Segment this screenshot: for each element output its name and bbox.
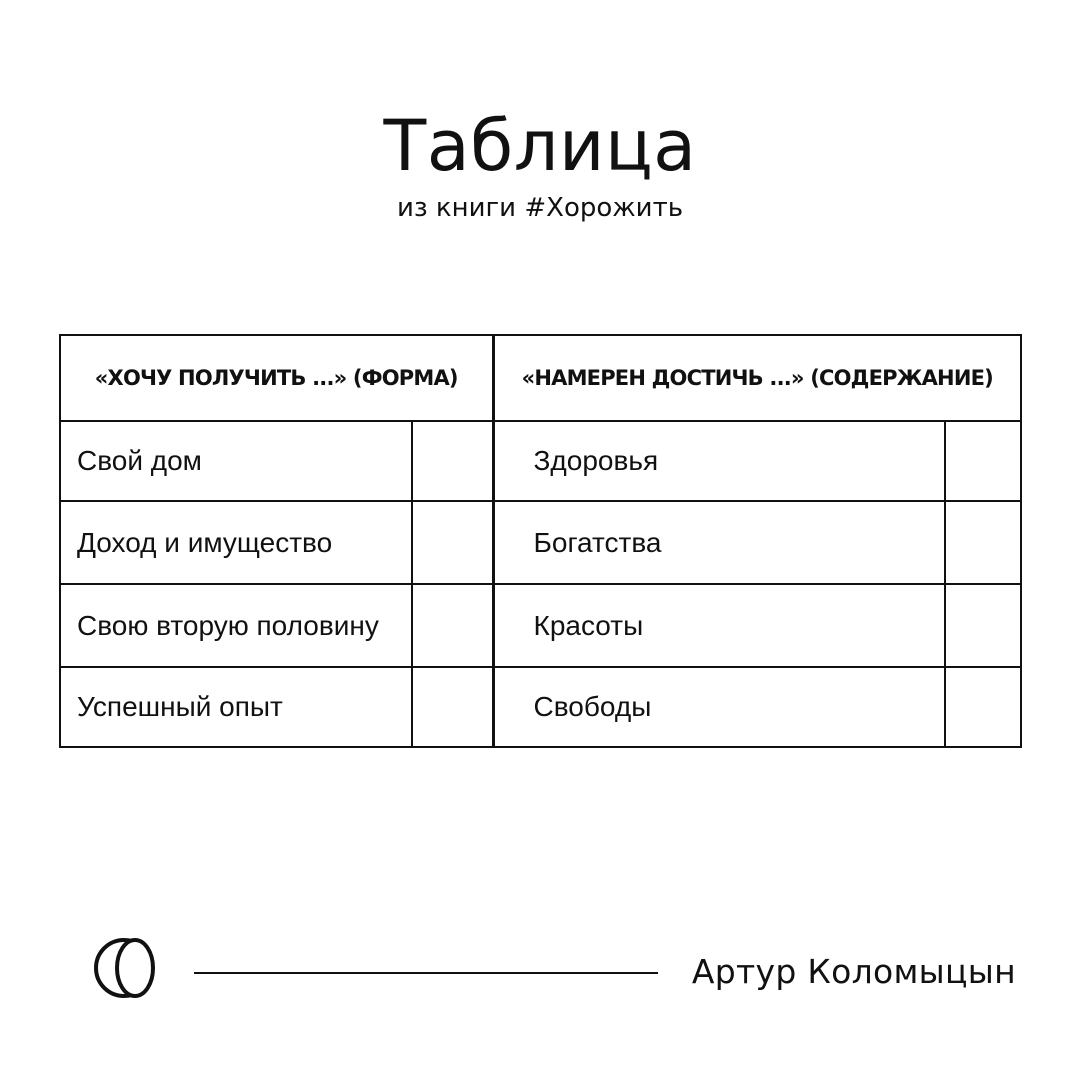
table-row xyxy=(60,421,1021,501)
form-mark-cell xyxy=(412,501,493,584)
form-mark-cell xyxy=(412,584,493,667)
author-name: Артур Коломыцын xyxy=(691,952,1016,991)
page-subtitle: из книги #Хорожить xyxy=(396,193,684,223)
content-cell: Здоровья xyxy=(493,421,945,501)
crescent-circles-logo-icon xyxy=(92,936,160,1000)
footer-divider xyxy=(194,972,658,974)
form-cell: Доход и имущество xyxy=(60,501,412,584)
column-header-form: «ХОЧУ ПОЛУЧИТЬ ...» (ФОРМА) xyxy=(60,335,493,421)
goals-table xyxy=(59,334,1022,748)
content-cell: Богатства xyxy=(493,501,945,584)
table-row xyxy=(60,667,1021,747)
column-header-content: «НАМЕРЕН ДОСТИЧЬ ...» (СОДЕРЖАНИЕ) xyxy=(493,335,1021,421)
table-row xyxy=(60,501,1021,584)
form-cell: Успешный опыт xyxy=(60,667,412,747)
content-mark-cell xyxy=(945,667,1021,747)
content-mark-cell xyxy=(945,421,1021,501)
form-mark-cell xyxy=(412,421,493,501)
table-header-row xyxy=(60,335,1021,421)
content-mark-cell xyxy=(945,584,1021,667)
content-cell: Свободы xyxy=(493,667,945,747)
form-cell: Свой дом xyxy=(60,421,412,501)
page-title: Таблица xyxy=(383,105,697,187)
form-cell: Свою вторую половину xyxy=(60,584,412,667)
table-row xyxy=(60,584,1021,667)
content-cell: Красоты xyxy=(493,584,945,667)
form-mark-cell xyxy=(412,667,493,747)
content-mark-cell xyxy=(945,501,1021,584)
